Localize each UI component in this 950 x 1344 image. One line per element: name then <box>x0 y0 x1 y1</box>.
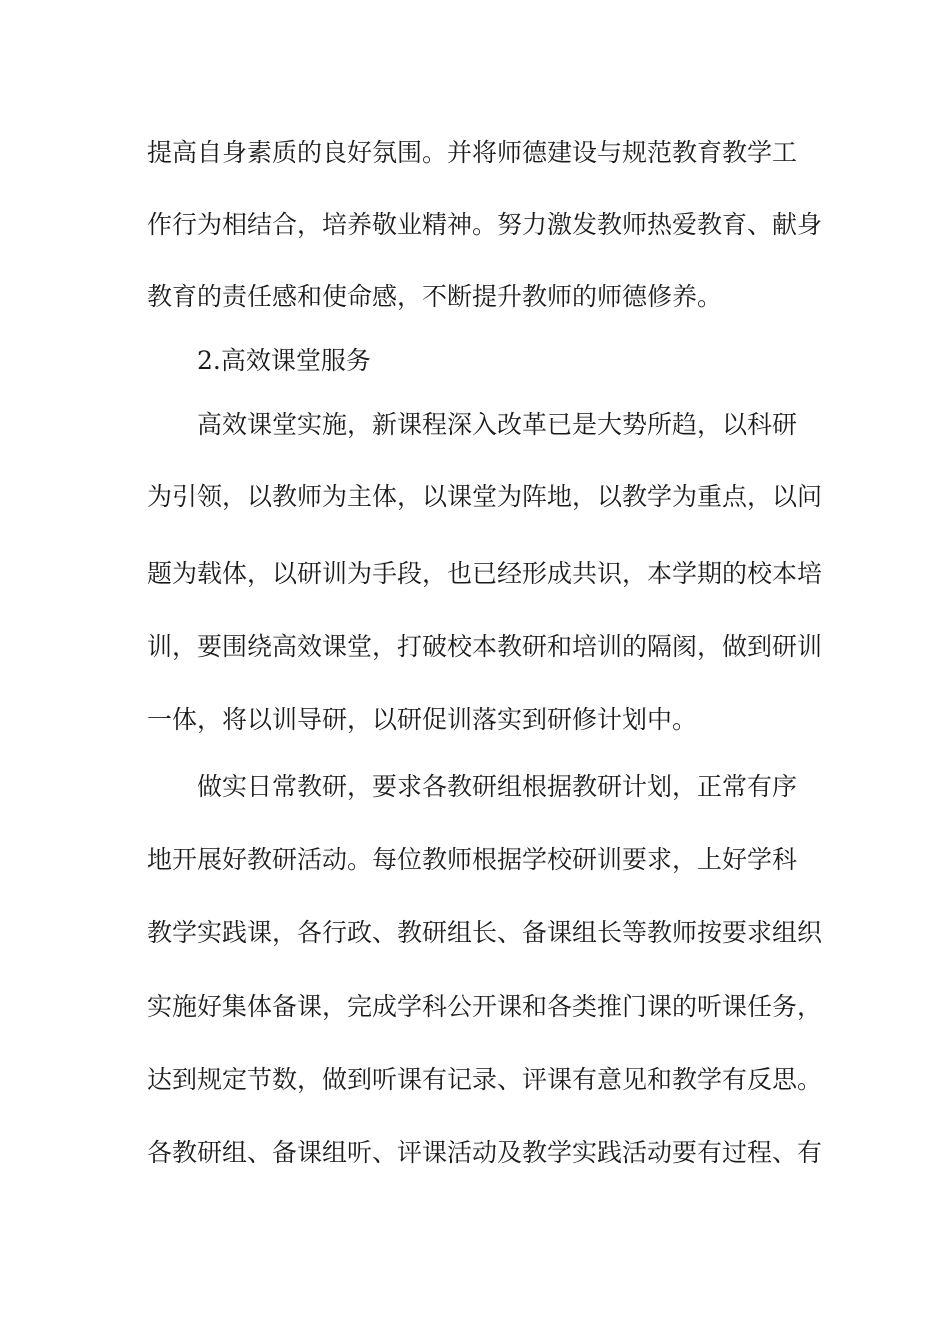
paragraph-line: 实施好集体备课，完成学科公开课和各类推门课的听课任务， <box>147 992 823 1021</box>
paragraph-line: 提高自身素质的良好氛围。并将师德建设与规范教育教学工 <box>147 138 798 167</box>
paragraph-line: 高效课堂实施，新课程深入改革已是大势所趋，以科研 <box>197 410 798 439</box>
paragraph-line: 各教研组、备课组听、评课活动及教学实践活动要有过程、有 <box>147 1138 823 1167</box>
paragraph-line: 做实日常教研，要求各教研组根据教研计划，正常有序 <box>197 772 798 801</box>
paragraph-line: 地开展好教研活动。每位教师根据学校研训要求，上好学科 <box>147 845 798 874</box>
paragraph-line: 训，要围绕高效课堂，打破校本教研和培训的隔阂，做到研训 <box>147 632 823 661</box>
paragraph-line: 题为载体，以研训为手段，也已经形成共识，本学期的校本培 <box>147 559 823 588</box>
paragraph-line: 教学实践课，各行政、教研组长、备课组长等教师按要求组织 <box>147 918 823 947</box>
section-heading: 2.高效课堂服务 <box>197 346 371 375</box>
paragraph-line: 教育的责任感和使命感，不断提升教师的师德修养。 <box>147 282 723 311</box>
paragraph-line: 达到规定节数，做到听课有记录、评课有意见和教学有反思。 <box>147 1065 823 1094</box>
paragraph-line: 为引领，以教师为主体，以课堂为阵地，以教学为重点，以问 <box>147 482 823 511</box>
paragraph-line: 一体，将以训导研，以研促训落实到研修计划中。 <box>147 705 698 734</box>
paragraph-line: 作行为相结合，培养敬业精神。努力激发教师热爱教育、献身 <box>147 210 823 239</box>
